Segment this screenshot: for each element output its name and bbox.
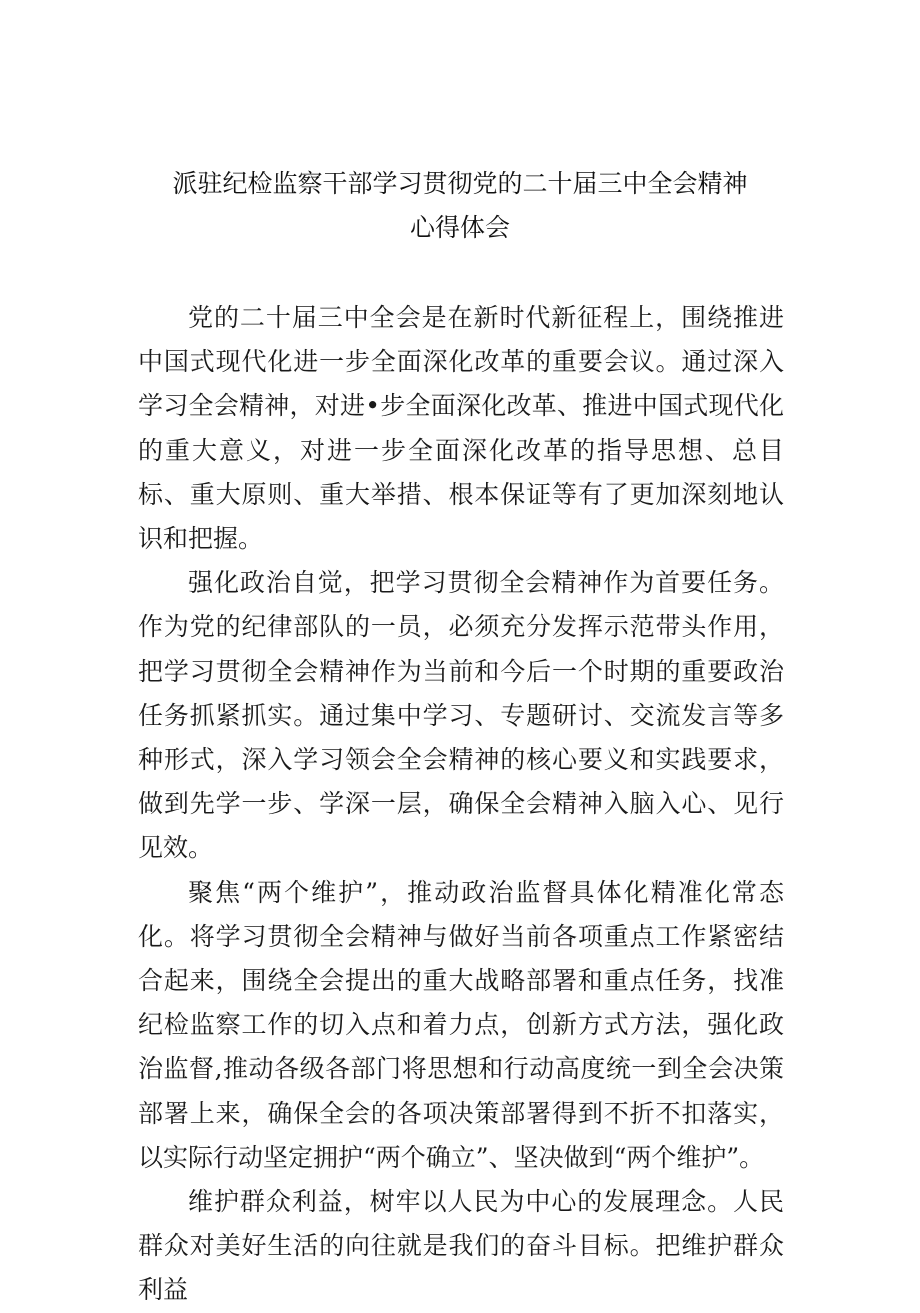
paragraph-4: 维护群众利益，树牢以人民为中心的发展理念。人民群众对美好生活的向往就是我们的奋斗目标。把维护群众利益: [138, 1187, 784, 1305]
paragraph-1: 党的二十届三中全会是在新时代新征程上，围绕推进中国式现代化进一步全面深化改革的重要会议。通过深入学习全会精神，对进•步全面深化改革、推进中国式现代化的重大意义，对进一步全面深化改革的指导思想、总目标、重大原则、重大举措、根本保证等有了更加深刻地认识和把握。: [138, 303, 784, 554]
document-title-line-2: 心得体会: [409, 213, 510, 242]
paragraph-3: 聚焦“两个维护”，推动政治监督具体化精准化常态化。将学习贯彻全会精神与做好当前各项重点工作紧密结合起来，围绕全会提出的重大战略部署和重点任务，找准纪检监察工作的切入点和着力点，创新方式方法，强化政治监督,推动各级各部门将思想和行动高度统一到全会决策部署上来，确保全会的各项决策部署得到不折不扣落实，以实际行动坚定拥护“两个确立”、坚决做到“两个维护”。: [138, 877, 784, 1172]
document-body: [138, 296, 784, 1313]
document-title-line-1: 派驻纪检监察干部学习贯彻党的二十届三中全会精神: [172, 169, 748, 198]
paragraph-2: 强化政治自觉，把学习贯彻全会精神作为首要任务。作为党的纪律部队的一员，必须充分发挥示范带头作用，把学习贯彻全会精神作为当前和今后一个时期的重要政治任务抓紧抓实。通过集中学习、专题研讨、交流发言等多种形式，深入学习领会全会精神的核心要义和实践要求，做到先学一步、学深一层，确保全会精神入脑入心、见行见效。: [138, 568, 784, 863]
